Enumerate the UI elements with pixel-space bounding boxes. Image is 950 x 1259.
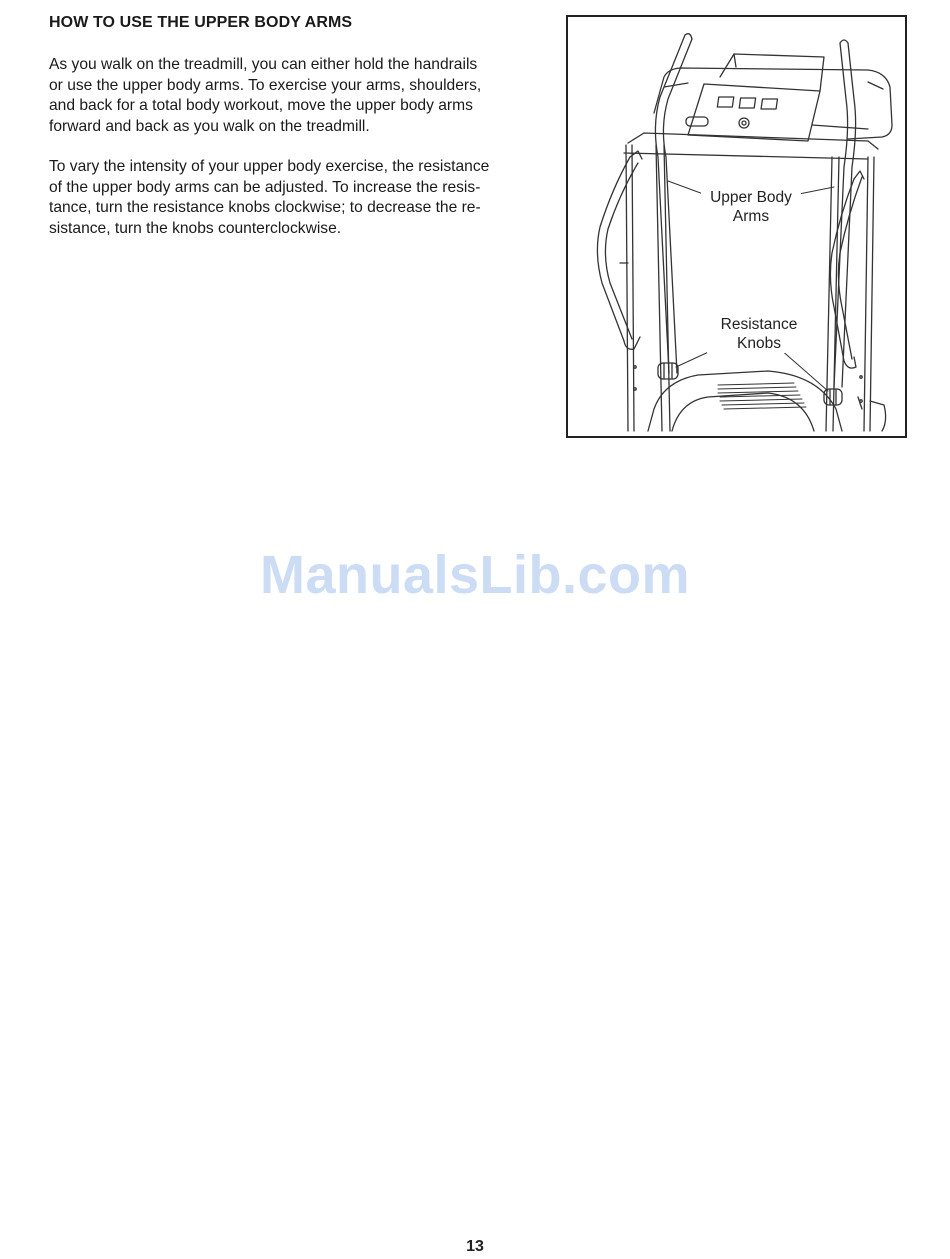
paragraph-line: To vary the intensity of your upper body exercise, the resistance (49, 158, 490, 175)
display-window (761, 99, 777, 109)
left-handrail (597, 157, 630, 341)
leader-line-right-knob (780, 349, 828, 391)
display-window (717, 97, 733, 107)
treadmill-drawing (568, 17, 905, 436)
callout-resistance-knobs (707, 315, 811, 353)
callout-line: Arms (732, 208, 770, 225)
console-panel (688, 84, 820, 141)
callout-line: Knobs (737, 335, 781, 352)
section-heading: HOW TO USE THE UPPER BODY ARMS (49, 14, 353, 31)
page-number: 13 (466, 1238, 484, 1255)
callout-line: Upper Body (710, 189, 792, 206)
paragraph-line: or use the upper body arms. To exercise your arms, shoulders, (49, 76, 482, 94)
paragraph-line: sistance, turn the knobs counterclockwise. (49, 219, 342, 237)
right-upper-body-arm (834, 43, 848, 387)
callout-upper-body-arms (701, 188, 801, 226)
console-knob (739, 118, 749, 128)
watermark: ManualsLib.com (259, 545, 691, 605)
display-window (739, 98, 755, 108)
paragraph-line: tance, turn the resistance knobs clockwise; to decrease the re- (49, 199, 481, 216)
callout-line: Resistance (720, 316, 798, 333)
paragraph-line: As you walk on the treadmill, you can either hold the handrails (49, 56, 478, 73)
paragraph-line: and back for a total body workout, move the upper body arms (49, 97, 473, 114)
treadmill-illustration (566, 15, 907, 438)
paragraph-usage (49, 55, 539, 137)
paragraph-resistance (49, 157, 539, 239)
paragraph-line: of the upper body arms can be adjusted. To increase the resis- (49, 178, 481, 196)
treadmill-base (648, 371, 842, 431)
paragraph-line: forward and back as you walk on the treadmill. (49, 117, 370, 135)
